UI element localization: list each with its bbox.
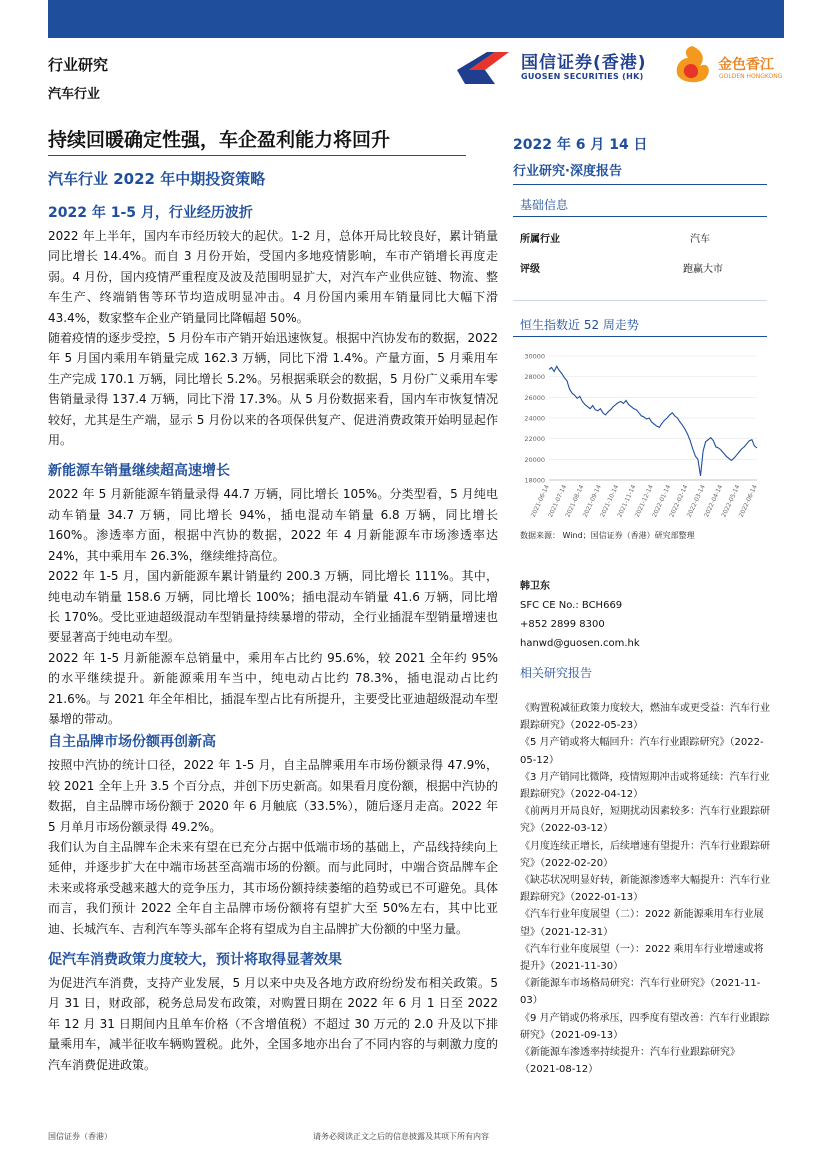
body-paragraph: 为促进汽车消费，支持产业发展，5 月以来中央及各地方政府纷纷发布相关政策。5 月 31 日，财政部，税务总局发布政策，对购置日期在 2022 年 6 月 1 日至 2022 年 12 月 31 日期间内且单车价格（不含增值税）不超过 30 万元的 2.0 升及以下排量乘用车，减半征收车辆购置税。此外，全国多地亦出台了不同内容的与刺激力度的汽车消费促进政策。 — [48, 976, 498, 1072]
footer-disclaimer: 请务必阅读正文之后的信息披露及其项下所有内容 — [313, 1132, 489, 1141]
report-type: 行业研究·深度报告 — [513, 164, 622, 179]
related-reports-heading: 相关研究报告 — [520, 666, 593, 680]
related-report-item[interactable]: 《前两月开局良好，短期扰动因素较多：汽车行业跟踪研究》（2022-03-12） — [520, 806, 770, 835]
guosen-logo-english: GUOSEN SECURITIES (HK) — [521, 72, 644, 81]
related-report-item[interactable]: 《月度连续正增长，后续增速有望提升：汽车行业跟踪研究》（2022-02-20） — [520, 840, 770, 869]
info-bottom-divider — [513, 300, 767, 301]
body-paragraph: 2022 年 5 月新能源车销量录得 44.7 万辆，同比增长 105%。分类型看，5 月纯电动车销量 34.7 万辆，同比增长 94%，插电混动车销量 6.8 万辆，同比增长 160%。渗透率方面，根据中汽协的数据，2022 年 4 月新能源车市场渗透率达 24%，其中乘用车 26.3%，继续维持高位。 — [48, 487, 498, 563]
guosen-logo — [455, 46, 665, 86]
related-reports-list — [520, 700, 770, 1078]
chart-heading-divider — [513, 336, 767, 337]
chart-source: 数据来源： Wind；国信证券（香港）研究部整理 — [520, 531, 695, 540]
guosen-logo-name: 国信证券(香港) — [521, 53, 647, 73]
hsi-chart-svg — [513, 344, 767, 529]
related-report-item[interactable]: 《新能源车市场格局研究：汽车行业研究》（2021-11-03） — [520, 978, 761, 1007]
report-subtitle: 汽车行业 2022 年中期投资策略 — [48, 170, 266, 188]
y-tick-label: 18000 — [524, 476, 545, 485]
report-date: 2022 年 6 月 14 日 — [513, 137, 648, 153]
x-tick-label: 2022-02-14 — [668, 483, 690, 519]
title-divider — [48, 155, 466, 156]
body-paragraph: 我们认为自主品牌车企未来有望在已充分占据中低端市场的基础上，产品线持续向上延伸，并逐步扩大在中端市场甚至高端市场的份额。而与此同时，中端合资品牌车企未来或将承受越来越大的竞争压力，其市场份额持续萎缩的趋势或已不可避免。具体而言，我们预计 2022 全年自主品牌市场份额将有望扩大至 50%左右，其中比亚迪、长城汽车、吉利汽车等头部车企将有望成为自主品牌扩大份额的中坚力量。 — [48, 839, 498, 936]
basic-info-heading: 基础信息 — [520, 198, 569, 212]
golden-hongkong-logo-name: 金色香江 — [718, 57, 774, 73]
info-industry-value: 汽车 — [690, 234, 710, 245]
related-report-item[interactable]: 《汽车行业年度展望（一）：2022 乘用车行业增速或将提升》（2021-11-30） — [520, 943, 764, 973]
x-tick-label: 2022-04-14 — [703, 483, 725, 519]
golden-hongkong-logo-english: GOLDEN HONGKONG — [719, 73, 783, 80]
x-tick-label: 2022-05-14 — [720, 483, 742, 519]
section-heading: 新能源车销量继续超高速增长 — [48, 463, 230, 480]
body-paragraph: 按照中汽协的统计口径，2022 年 1-5 月，自主品牌乘用车市场份额录得 47.9%，较 2021 全年上升 3.5 个百分点，并创下历史新高。如果看月度份额，根据中汽协的数据，自主品牌市场份额于 2020 年 6 月触底（33.5%），随后逐月走高。2022 年 5 月单月市场份额录得 49.2%。 — [48, 758, 498, 834]
y-tick-label: 24000 — [524, 414, 545, 423]
related-report-item[interactable]: 《汽车行业年度展望（二）：2022 新能源乘用车行业展望》（2021-12-31） — [520, 909, 764, 938]
section-heading: 2022 年 1-5 月，行业经历波折 — [48, 205, 253, 221]
x-tick-label: 2021-06-14 — [529, 483, 551, 519]
related-report-item[interactable]: 《5 月产销或将大幅回升：汽车行业跟踪研究》（2022-05-12） — [520, 737, 764, 766]
main-column — [48, 200, 498, 1075]
header-left — [48, 54, 108, 102]
y-tick-label: 22000 — [524, 435, 545, 444]
y-tick-label: 28000 — [524, 373, 545, 382]
y-tick-label: 26000 — [524, 393, 545, 402]
section-heading: 自主品牌市场份额再创新高 — [48, 734, 216, 751]
author-block — [520, 577, 640, 653]
top-banner — [48, 0, 784, 38]
hsi-chart — [513, 344, 767, 529]
y-tick-label: 20000 — [524, 455, 545, 464]
body-paragraph: 2022 年 1-5 月新能源车总销量中，乘用车占比约 95.6%，较 2021 全年约 95% 的水平继续提升。新能源乘用车当中，纯电动占比约 78.3%，插电混动占比约 21.6%。与 2021 年全年相比，插混车型占比有所提升，主要受比亚迪超级混动车型暴增的带动。 — [48, 650, 498, 726]
x-tick-label: 2022-03-14 — [685, 483, 707, 519]
body-paragraph: 随着疫情的逐步受控，5 月份车市产销开始迅速恢复。根据中汽协发布的数据，2022 年 5 月国内乘用车销量完成 162.3 万辆，同比下滑 1.4%。产量方面，5 月乘用车生产完成 170.1 万辆，同比增长 5.2%。另根据乘联会的数据，5 月份广义乘用车零售销量录得 137.4 万辆，同比下滑 17.3%。从 5 月份数据来看，国内车市恢复情况较好，尤其是生产端，显示 5 月份以来的各项保供复产、促进消费政策开始明显起作用。 — [48, 331, 498, 448]
author-ce-number: SFC CE No.: BCH669 — [520, 600, 623, 611]
body-paragraph: 2022 年上半年，国内车市经历较大的起伏。1-2 月，总体开局比较良好，累计销量同比增长 14.4%。而自 3 月份开始，受国内多地疫情影响，车市产销增长再度走弱。4 月份，国内疫情严重程度及波及范围明显扩大，对汽车产业供应链、物流、整车生产、终端销售等环节均造成明显冲击。4 月份国内乘用车销量同比大幅下滑 43.4%，数家整车企业产销量同比降幅超 50%。 — [48, 229, 498, 325]
guosen-logo-icon — [455, 46, 515, 86]
body-paragraph: 2022 年 1-5 月，国内新能源车累计销量约 200.3 万辆，同比增长 111%。其中，纯电动车销量 158.6 万辆，同比增长 100%；插电混动车销量 41.6 万辆，同比增长 170%。受比亚迪超级混动车型销量持续暴增的带动，全行业插混车型销量增速也要显著高于纯电动车型。 — [48, 569, 498, 645]
author-phone: +852 2899 8300 — [520, 619, 605, 630]
sidebar-divider — [513, 184, 767, 185]
info-rating-value: 跑赢大市 — [683, 264, 723, 275]
related-report-item[interactable]: 《新能源车渗透率持续提升：汽车行业跟踪研究》（2021-08-12） — [520, 1047, 740, 1076]
chart-heading: 恒生指数近 52 周走势 — [520, 318, 639, 332]
x-tick-label: 2022-06-14 — [737, 483, 759, 519]
x-tick-label: 2021-12-14 — [633, 483, 655, 519]
section-heading: 促汽车消费政策力度较大，预计将取得显著效果 — [48, 952, 342, 968]
x-tick-label: 2022-01-14 — [651, 483, 673, 519]
report-title: 持续回暖确定性强，车企盈利能力将回升 — [48, 129, 391, 151]
footer-company: 国信证券（香港） — [48, 1132, 112, 1141]
x-tick-label: 2021-07-14 — [547, 483, 569, 519]
related-report-item[interactable]: 《购置税减征政策力度较大，燃油车或更受益：汽车行业跟踪研究》（2022-05-23） — [520, 703, 770, 732]
x-tick-label: 2021-10-14 — [599, 483, 621, 519]
related-report-item[interactable]: 《缺芯状况明显好转，新能源渗透率大幅提升：汽车行业跟踪研究》（2022-01-13） — [520, 875, 770, 904]
author-email[interactable]: hanwd@guosen.com.hk — [520, 638, 640, 649]
author-name: 韩卫东 — [520, 581, 550, 592]
x-tick-label: 2021-09-14 — [581, 483, 603, 519]
info-industry-label: 所属行业 — [520, 234, 560, 245]
x-tick-label: 2021-11-14 — [616, 483, 638, 519]
related-report-item[interactable]: 《9 月产销或仍将承压，四季度有望改善：汽车行业跟踪研究》（2021-09-13） — [520, 1012, 770, 1041]
report-industry: 汽车行业 — [48, 87, 101, 102]
x-tick-label: 2021-08-14 — [564, 483, 586, 519]
golden-hongkong-logo — [672, 44, 787, 86]
basic-info-divider — [513, 216, 767, 217]
info-rating-label: 评级 — [520, 264, 540, 275]
golden-hongkong-logo-icon — [672, 44, 716, 86]
report-category: 行业研究 — [48, 56, 109, 74]
y-tick-label: 30000 — [524, 352, 545, 361]
related-report-item[interactable]: 《3 月产销同比微降，疫情短期冲击或将延续：汽车行业跟踪研究》（2022-04-12） — [520, 771, 770, 801]
